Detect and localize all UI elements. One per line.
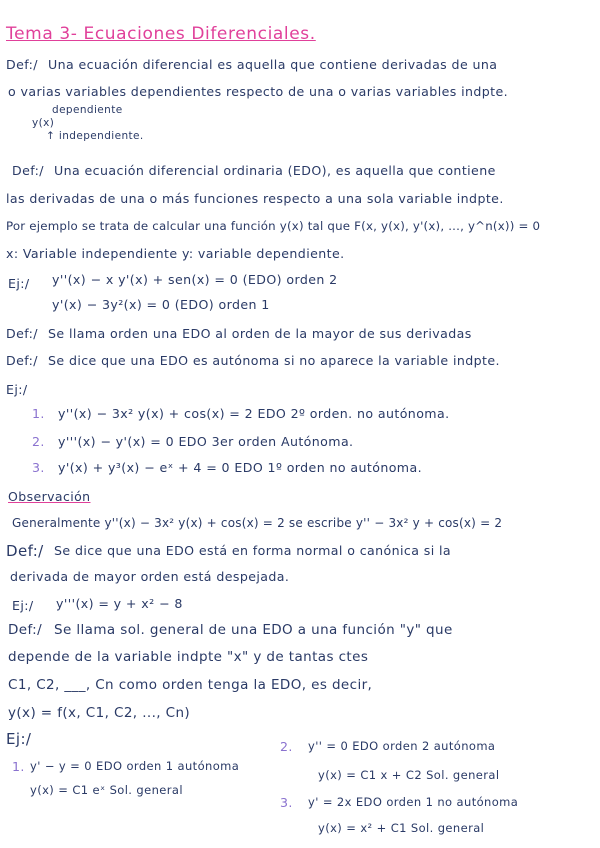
def-text: y(x) = f(x, C1, C2, ..., Cn) [8,705,191,721]
def-text: Se dice que una EDO está en forma normal o canónica si la [54,543,452,558]
def-label: Def:/ [6,542,44,560]
def-text: Se llama sol. general de una EDO a una función "y" que [54,622,453,638]
ej-label: Ej:/ [6,382,28,397]
def-text: depende de la variable indpte "x" y de tantas ctes [8,649,369,665]
example: y'(x) + y³(x) − eˣ + 4 = 0 EDO 1º orden no autónoma. [58,460,422,475]
item-number: 3. [32,460,45,475]
observation-heading: Observación [8,489,91,504]
item-number: 3. [280,795,293,810]
item-number: 2. [32,434,45,449]
example: y' = 2x EDO orden 1 no autónoma [308,795,519,809]
example: y''(x) − x y'(x) + sen(x) = 0 (EDO) orden 2 [52,272,338,287]
def-label: Def:/ [8,622,43,638]
item-number: 1. [32,406,45,421]
def-label: Def:/ [12,163,44,178]
def-label: Def:/ [6,57,38,72]
ej-label: Ej:/ [8,276,30,291]
example: y(x) = x² + C1 Sol. general [318,821,485,835]
ej-label: Ej:/ [6,730,32,748]
page-title: Tema 3- Ecuaciones Diferenciales. [6,24,316,44]
def-label: Def:/ [6,326,38,341]
note: ↑ independiente. [46,130,144,142]
def-text: o varias variables dependientes respecto de una o varias variables indpte. [8,84,509,99]
example: y' − y = 0 EDO orden 1 autónoma [30,759,240,773]
def-text: Se llama orden una EDO al orden de la mayor de sus derivadas [48,326,472,341]
example: y'''(x) = y + x² − 8 [56,596,183,611]
note: y(x) [32,117,55,129]
def-text: Por ejemplo se trata de calcular una función y(x) tal que F(x, y(x), y'(x), ..., y^n(x)) = 0 [6,219,541,233]
def-text: C1, C2, ___, Cn como orden tenga la EDO, es decir, [8,677,373,693]
example: y'(x) − 3y²(x) = 0 (EDO) orden 1 [52,297,270,312]
observation-text: Generalmente y''(x) − 3x² y(x) + cos(x) = 2 se escribe y'' − 3x² y + cos(x) = 2 [12,516,503,530]
def-text: Una ecuación diferencial ordinaria (EDO), es aquella que contiene [54,163,496,178]
def-text: Una ecuación diferencial es aquella que contiene derivadas de una [48,57,498,72]
example: y''(x) − 3x² y(x) + cos(x) = 2 EDO 2º orden. no autónoma. [58,406,450,421]
example: y'' = 0 EDO orden 2 autónoma [308,739,496,753]
def-text: Se dice que una EDO es autónoma si no aparece la variable indpte. [48,353,500,368]
def-text: las derivadas de una o más funciones respecto a una sola variable indpte. [6,191,504,206]
example: y'''(x) − y'(x) = 0 EDO 3er orden Autónoma. [58,434,354,449]
def-text: derivada de mayor orden está despejada. [10,569,290,584]
def-label: Def:/ [6,353,38,368]
item-number: 2. [280,739,293,754]
item-number: 1. [12,759,25,774]
def-text: x: Variable independiente y: variable dependiente. [6,246,345,261]
example: y(x) = C1 eˣ Sol. general [30,783,183,797]
ej-label: Ej:/ [12,598,34,613]
note: dependiente [52,104,123,116]
example: y(x) = C1 x + C2 Sol. general [318,768,500,782]
